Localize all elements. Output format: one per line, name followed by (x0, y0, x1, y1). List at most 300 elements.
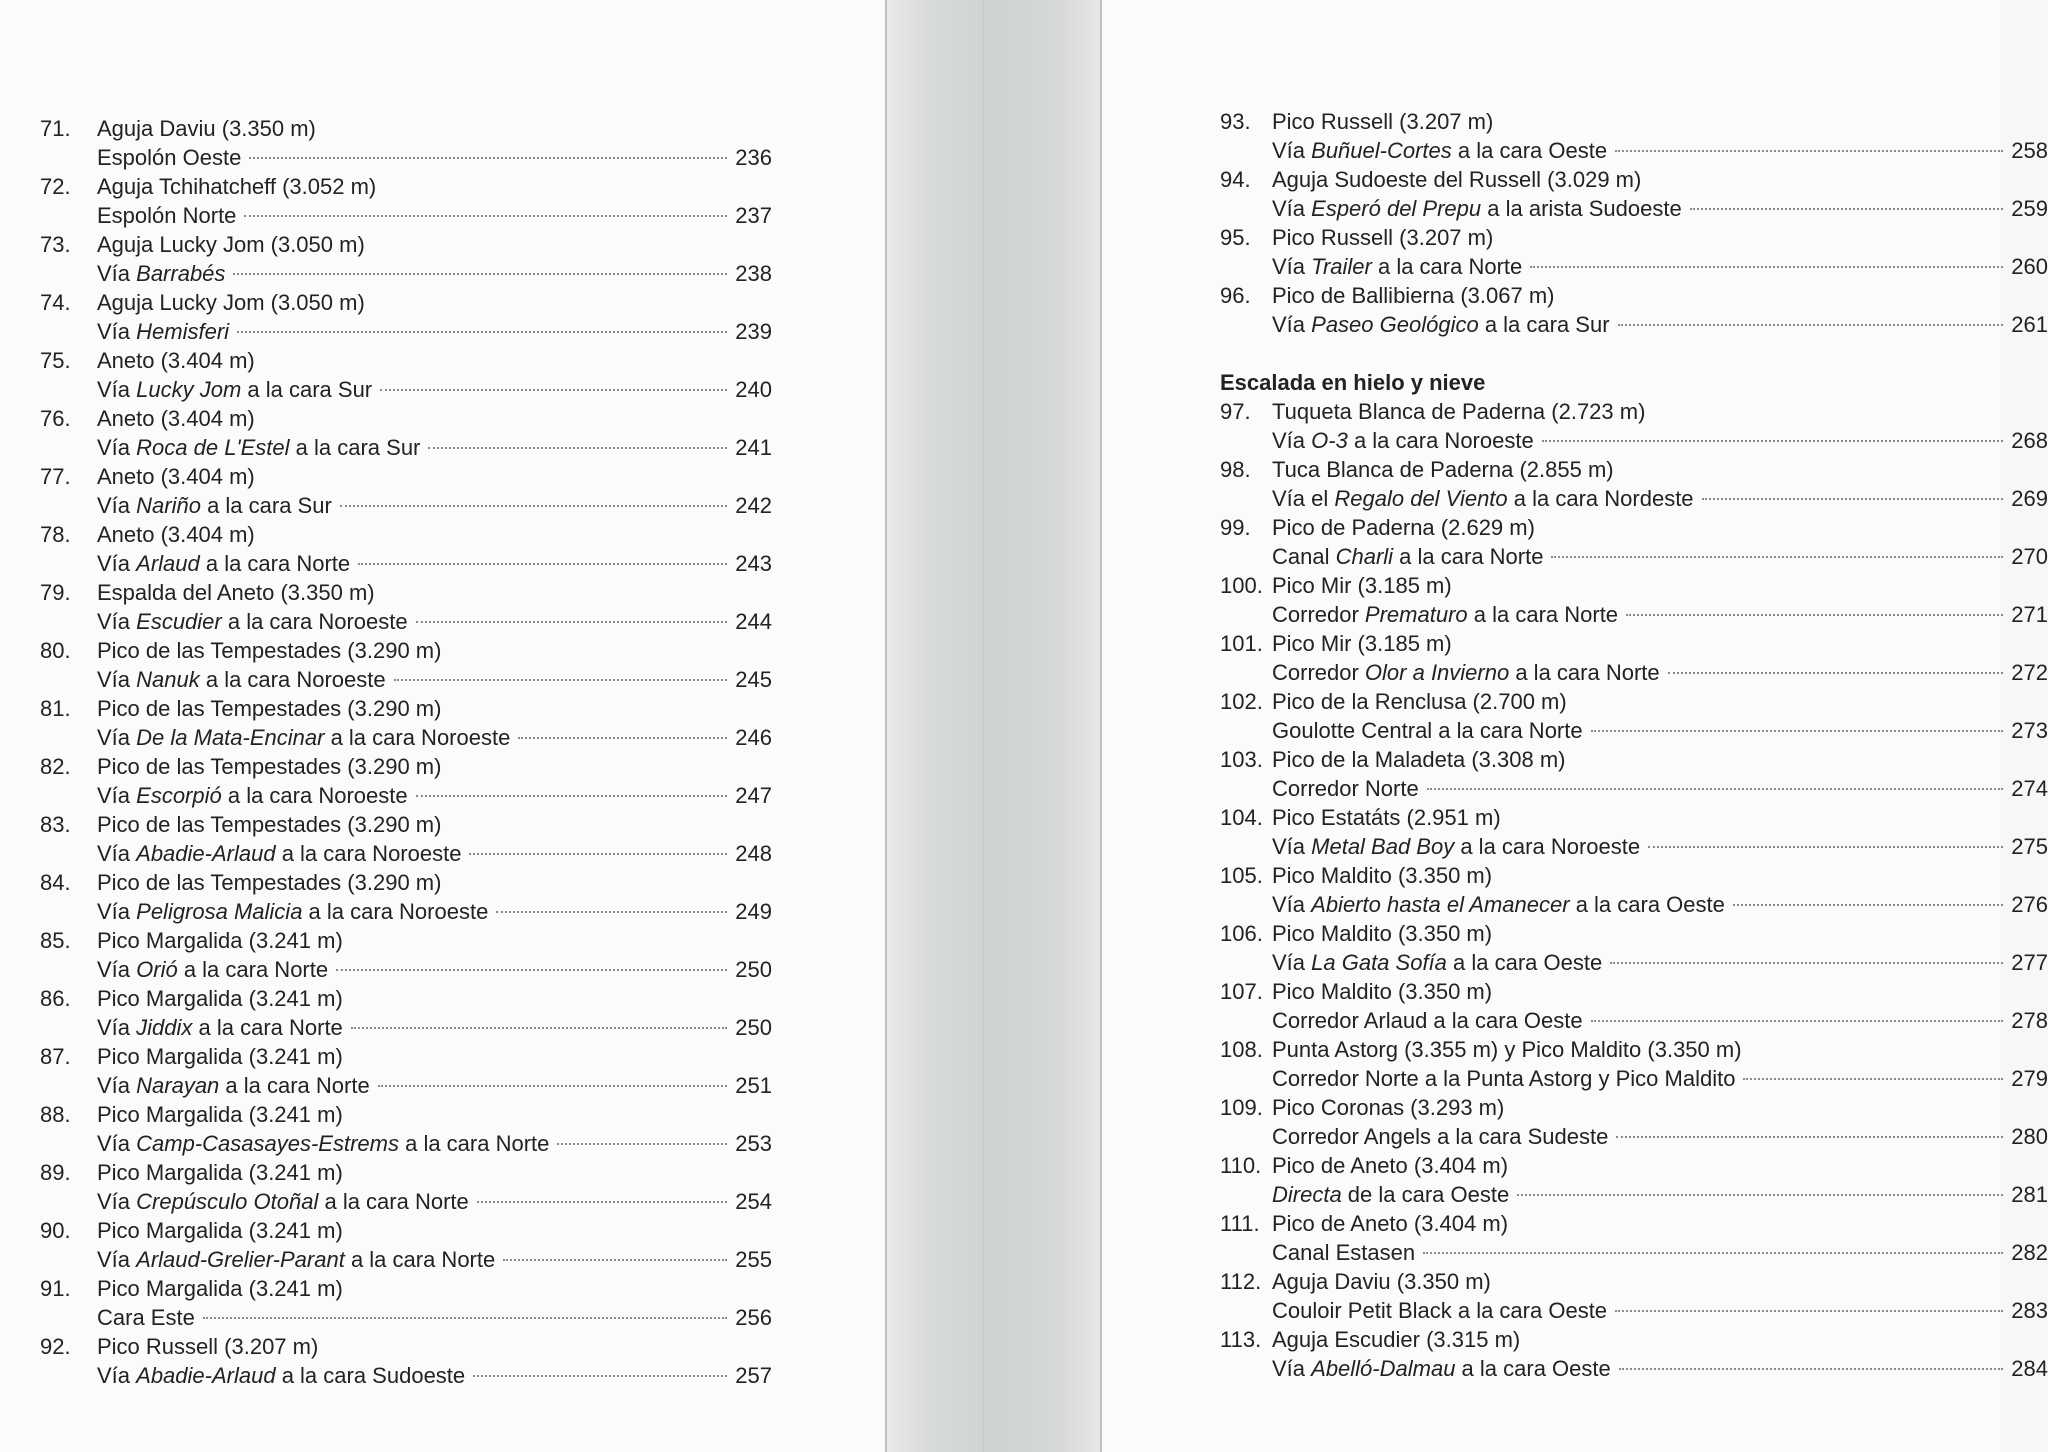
entry-title: Pico de Aneto (3.404 m) (1272, 1153, 1509, 1178)
route-name-italic: Arlaud-Grelier-Parant (136, 1247, 345, 1272)
entry-page-number: 250 (735, 957, 772, 982)
dot-leader (428, 447, 727, 449)
toc-item (40, 288, 772, 346)
entry-route-line (1220, 542, 2048, 571)
entry-route (97, 1187, 469, 1216)
entry-title: Pico Margalida (3.241 m) (97, 1044, 343, 1069)
entry-page-number: 251 (735, 1073, 772, 1098)
entry-number: 79. (40, 580, 71, 605)
toc-entry (1220, 455, 2048, 513)
route-text-segment: a la cara Oeste (1451, 138, 1608, 163)
route-text-segment: Vía (1272, 196, 1312, 221)
toc-entry (40, 752, 772, 810)
entry-title: Pico Estatáts (2.951 m) (1272, 805, 1501, 830)
dot-leader (1619, 1368, 2004, 1370)
entry-title-line (40, 172, 772, 201)
toc-entry (40, 868, 772, 926)
entry-number: 85. (40, 928, 71, 953)
entry-title: Pico de las Tempestades (3.290 m) (97, 638, 442, 663)
entry-title: Aguja Daviu (3.350 m) (97, 116, 316, 141)
entry-title-line (1220, 977, 2048, 1006)
route-name-italic: Abadie-Arlaud (136, 841, 276, 866)
toc-item (40, 868, 772, 926)
entry-route (1272, 832, 1640, 861)
entry-route-line (1220, 890, 2048, 919)
entry-title: Pico Russell (3.207 m) (1272, 109, 1494, 134)
entry-title: Aguja Lucky Jom (3.050 m) (97, 232, 365, 257)
entry-number: 90. (40, 1218, 71, 1243)
route-text-segment: Vía (97, 1363, 137, 1388)
entry-number: 94. (1220, 167, 1251, 192)
route-name-italic: La Gata Sofía (1311, 950, 1447, 975)
toc-entry (40, 984, 772, 1042)
route-text-segment: a la cara Norte (1371, 254, 1523, 279)
entry-title-line (1220, 629, 2048, 658)
entry-page-number: 237 (735, 203, 772, 228)
route-text-segment: Cara Este (97, 1305, 195, 1330)
entry-page-number: 270 (2011, 544, 2048, 569)
toc-entry (1220, 107, 2048, 165)
entry-route-line (40, 781, 772, 810)
entry-title: Pico de Ballibierna (3.067 m) (1272, 283, 1555, 308)
route-name-italic: Lucky Jom (136, 377, 242, 402)
entry-route (1272, 252, 1522, 281)
entry-route-line (40, 433, 772, 462)
route-name-italic: Nariño (136, 493, 201, 518)
route-text-segment: Vía (97, 725, 137, 750)
entry-title-line (40, 578, 772, 607)
toc-entry (1220, 919, 2048, 977)
entry-page-number: 284 (2011, 1356, 2048, 1381)
entry-page-number: 272 (2011, 660, 2048, 685)
route-text-segment: Vía (1272, 834, 1312, 859)
entry-number: 74. (40, 290, 71, 315)
dot-leader (1615, 150, 2003, 152)
toc-item (40, 172, 772, 230)
dot-leader (1668, 672, 2004, 674)
route-text-segment: Espolón Norte (97, 203, 237, 228)
toc-entry (40, 172, 772, 230)
entry-title-line (40, 114, 772, 143)
entry-title: Pico de la Renclusa (2.700 m) (1272, 689, 1567, 714)
entry-route-line (40, 201, 772, 230)
entry-route-line (40, 1071, 772, 1100)
entry-title: Pico de Aneto (3.404 m) (1272, 1211, 1509, 1236)
entry-title-line (1220, 861, 2048, 890)
entry-route (97, 955, 328, 984)
dot-leader (1517, 1194, 2003, 1196)
entry-title-line (40, 636, 772, 665)
entry-route-line (1220, 716, 2048, 745)
entry-route-line (40, 839, 772, 868)
route-text-segment: Vía (97, 841, 137, 866)
toc-entry (1220, 223, 2048, 281)
entry-page-number: 275 (2011, 834, 2048, 859)
entry-route-line (1220, 658, 2048, 687)
route-text-segment: Corredor Norte (1272, 776, 1419, 801)
entry-route-line (40, 491, 772, 520)
entry-page-number: 245 (735, 667, 772, 692)
route-text-segment: a la cara Noroeste (275, 841, 462, 866)
entry-page-number: 246 (735, 725, 772, 750)
entry-title-line (1220, 1267, 2048, 1296)
entry-number: 113. (1220, 1327, 1262, 1352)
toc-item (40, 810, 772, 868)
route-text-segment: Vía (97, 609, 137, 634)
route-text-segment: a la arista Sudoeste (1481, 196, 1682, 221)
entry-number: 110. (1220, 1153, 1262, 1178)
entry-page-number: 253 (735, 1131, 772, 1156)
entry-title-line (40, 230, 772, 259)
toc-entry (1220, 165, 2048, 223)
route-text-segment: a la cara Oeste (1455, 1356, 1611, 1381)
entry-title-line (1220, 107, 2048, 136)
route-text-segment: a la cara Norte (344, 1247, 496, 1272)
entry-number: 86. (40, 986, 71, 1011)
dot-leader (1610, 962, 2003, 964)
route-text-segment: Vía (97, 957, 137, 982)
entry-page-number: 277 (2011, 950, 2048, 975)
dot-leader (1591, 730, 2004, 732)
entry-route (1272, 716, 1583, 745)
entry-route-line (1220, 600, 2048, 629)
dot-leader (1733, 904, 2003, 906)
entry-title-line (1220, 1035, 2048, 1064)
entry-route (97, 201, 236, 230)
route-name-italic: Jiddix (136, 1015, 193, 1040)
entry-page-number: 258 (2011, 138, 2048, 163)
toc-item (40, 462, 772, 520)
entry-page-number: 274 (2011, 776, 2048, 801)
route-text-segment: Vía (97, 261, 137, 286)
toc-entry (40, 810, 772, 868)
gutter-fold (982, 0, 984, 1452)
entry-title-line (40, 1158, 772, 1187)
entry-route (1272, 658, 1660, 687)
entry-route (1272, 1354, 1611, 1383)
toc-entry (1220, 629, 2048, 687)
entry-route (97, 839, 461, 868)
entry-page-number: 269 (2011, 486, 2048, 511)
route-text-segment: de la cara Oeste (1341, 1182, 1510, 1207)
toc-entry (40, 578, 772, 636)
toc-entry (40, 288, 772, 346)
entry-route-line (40, 143, 772, 172)
entry-route (1272, 600, 1618, 629)
entry-number: 73. (40, 232, 71, 257)
toc-entry (40, 636, 772, 694)
toc-entry (40, 462, 772, 520)
entry-route-line (40, 955, 772, 984)
entry-title-line (40, 694, 772, 723)
entry-number: 109. (1220, 1095, 1263, 1120)
route-name-italic: Narayan (136, 1073, 220, 1098)
entry-title: Aguja Daviu (3.350 m) (1272, 1269, 1491, 1294)
route-text-segment: a la cara Norte (1509, 660, 1660, 685)
route-text-segment: Vía (97, 1189, 137, 1214)
left-page (0, 0, 885, 1452)
entry-route (97, 1303, 195, 1332)
entry-page-number: 244 (735, 609, 772, 634)
entry-route-line (40, 317, 772, 346)
route-text-segment: a la cara Norte (318, 1189, 469, 1214)
entry-title-line (40, 1274, 772, 1303)
entry-route-line (1220, 310, 2048, 339)
dot-leader (557, 1143, 727, 1145)
entry-page-number: 248 (735, 841, 772, 866)
entry-number: 96. (1220, 283, 1251, 308)
entry-route-line (1220, 1122, 2048, 1151)
toc-entry (1220, 861, 2048, 919)
route-text-segment: a la cara Oeste (1446, 950, 1603, 975)
entry-number: 100. (1220, 573, 1263, 598)
toc-item (40, 578, 772, 636)
route-name-italic: Nanuk (136, 667, 200, 692)
route-name-italic: De la Mata-Encinar (136, 725, 325, 750)
gutter-edge-left (885, 0, 887, 1452)
entry-title-line (1220, 919, 2048, 948)
route-name-italic: Abadie-Arlaud (136, 1363, 276, 1388)
entry-route-line (1220, 832, 2048, 861)
entry-title-line (40, 868, 772, 897)
entry-route (97, 317, 229, 346)
entry-title: Pico Russell (3.207 m) (97, 1334, 319, 1359)
entry-page-number: 260 (2011, 254, 2048, 279)
route-name-italic: Camp-Casasayes-Estrems (136, 1131, 399, 1156)
route-text-segment: Corredor (1272, 602, 1365, 627)
route-name-italic: Arlaud (136, 551, 200, 576)
entry-number: 81. (40, 696, 71, 721)
toc-entry (1220, 1035, 2048, 1093)
route-text-segment: a la cara Sudoeste (275, 1363, 466, 1388)
route-name-italic: Escudier (136, 609, 222, 634)
entry-route-line (40, 1303, 772, 1332)
entry-title: Pico Margalida (3.241 m) (97, 1218, 343, 1243)
route-text-segment: a la cara Noroeste (199, 667, 386, 692)
route-text-segment: Canal (1272, 544, 1336, 569)
route-text-segment: Couloir Petit Black a la cara Oeste (1272, 1298, 1608, 1323)
dot-leader (1618, 324, 2004, 326)
entry-route (97, 1361, 465, 1390)
entry-page-number: 238 (735, 261, 772, 286)
entry-page-number: 280 (2011, 1124, 2048, 1149)
entry-page-number: 271 (2011, 602, 2048, 627)
entry-title-line (40, 810, 772, 839)
entry-route (97, 143, 241, 172)
entry-route (1272, 1006, 1583, 1035)
entry-title: Pico de Paderna (2.629 m) (1272, 515, 1535, 540)
entry-route (97, 259, 225, 288)
entry-title: Pico Maldito (3.350 m) (1272, 863, 1493, 888)
entry-title: Pico Mir (3.185 m) (1272, 573, 1452, 598)
toc-item (40, 114, 772, 172)
dot-leader (518, 737, 727, 739)
entry-title-line (1220, 1151, 2048, 1180)
dot-leader (1551, 556, 2003, 558)
dot-leader (1690, 208, 2004, 210)
entry-title: Pico de las Tempestades (3.290 m) (97, 812, 442, 837)
entry-title-line (1220, 281, 2048, 310)
entry-title: Pico de la Maladeta (3.308 m) (1272, 747, 1566, 772)
route-name-italic: Peligrosa Malicia (136, 899, 303, 924)
toc-item (40, 230, 772, 288)
entry-number: 111. (1220, 1211, 1260, 1236)
toc-entry (1220, 803, 2048, 861)
toc-entry (40, 520, 772, 578)
entry-route (97, 1129, 549, 1158)
dot-leader (351, 1027, 727, 1029)
entry-number: 92. (40, 1334, 71, 1359)
entry-route-line (40, 1187, 772, 1216)
entry-title-line (1220, 165, 2048, 194)
entry-title-line (40, 926, 772, 955)
toc-item (40, 926, 772, 984)
toc-entry (1220, 745, 2048, 803)
entry-route (97, 375, 372, 404)
entry-title: Pico Mir (3.185 m) (1272, 631, 1452, 656)
entry-title: Tuqueta Blanca de Paderna (2.723 m) (1272, 399, 1646, 424)
entry-page-number: 273 (2011, 718, 2048, 743)
entry-number: 71. (40, 116, 71, 141)
entry-page-number: 243 (735, 551, 772, 576)
toc-item (40, 1042, 772, 1100)
entry-title: Pico de las Tempestades (3.290 m) (97, 754, 442, 779)
entry-title-line (40, 1332, 772, 1361)
entry-route (1272, 1296, 1607, 1325)
route-text-segment: Vía (1272, 1356, 1312, 1381)
toc-entry (1220, 397, 2048, 455)
route-text-segment: a la cara Nordeste (1507, 486, 1694, 511)
toc-entry (40, 1042, 772, 1100)
dot-leader (237, 331, 727, 333)
route-name-italic: Esperó del Prepu (1311, 196, 1482, 221)
entry-title-line (40, 1100, 772, 1129)
route-text-segment: a la cara Norte (199, 551, 351, 576)
route-text-segment: a la cara Noroeste (1347, 428, 1534, 453)
dot-leader (244, 215, 727, 217)
route-text-segment: Corredor Angels a la cara Sudeste (1272, 1124, 1609, 1149)
entry-title-line (1220, 1093, 2048, 1122)
route-text-segment: Vía (97, 493, 137, 518)
entry-route-line (1220, 1064, 2048, 1093)
route-name-italic: Orió (136, 957, 178, 982)
entry-number: 99. (1220, 515, 1251, 540)
dot-leader (496, 911, 727, 913)
toc-item (40, 1158, 772, 1216)
route-text-segment: a la cara Norte (177, 957, 329, 982)
toc-list-right (1220, 107, 2048, 1383)
entry-route (1272, 774, 1419, 803)
dot-leader (336, 969, 727, 971)
entry-route-line (40, 375, 772, 404)
entry-number: 97. (1220, 399, 1251, 424)
entry-title: Pico Margalida (3.241 m) (97, 1276, 343, 1301)
toc-entry (1220, 687, 2048, 745)
dot-leader (1626, 614, 2003, 616)
entry-route (1272, 1180, 1509, 1209)
entry-title-line (40, 346, 772, 375)
route-text-segment: a la cara Noroeste (1454, 834, 1641, 859)
route-name-italic: Charli (1335, 544, 1394, 569)
toc-entry (40, 1158, 772, 1216)
entry-title: Aneto (3.404 m) (97, 406, 255, 431)
entry-page-number: 249 (735, 899, 772, 924)
entry-title-line (1220, 1325, 2048, 1354)
route-text-segment: Vía (97, 377, 137, 402)
entry-route (1272, 484, 1694, 513)
entry-number: 78. (40, 522, 71, 547)
entry-title-line (40, 404, 772, 433)
toc-item (40, 1216, 772, 1274)
dot-leader (378, 1085, 728, 1087)
dot-leader (1648, 846, 2003, 848)
route-text-segment: a la cara Norte (1393, 544, 1544, 569)
route-text-segment: a la cara Sur (1478, 312, 1610, 337)
dot-leader (1423, 1252, 2003, 1254)
entry-route (97, 607, 408, 636)
entry-number: 102. (1220, 689, 1263, 714)
entry-number: 104. (1220, 805, 1263, 830)
route-text-segment: Goulotte Central a la cara Norte (1272, 718, 1583, 743)
route-name-italic: Abierto hasta el Amanecer (1311, 892, 1570, 917)
route-text-segment: Vía (97, 1247, 137, 1272)
entry-number: 83. (40, 812, 71, 837)
entry-title-line (1220, 745, 2048, 774)
toc-entry (1220, 1209, 2048, 1267)
entry-route-line (1220, 1238, 2048, 1267)
entry-route-line (40, 607, 772, 636)
entry-title: Pico de las Tempestades (3.290 m) (97, 696, 442, 721)
entry-page-number: 242 (735, 493, 772, 518)
entry-page-number: 261 (2011, 312, 2048, 337)
entry-title: Aguja Sudoeste del Russell (3.029 m) (1272, 167, 1642, 192)
entry-number: 108. (1220, 1037, 1263, 1062)
route-name-italic: Trailer (1311, 254, 1372, 279)
route-name-italic: Olor a Invierno (1364, 660, 1510, 685)
route-name-italic: Prematuro (1364, 602, 1468, 627)
toc-entry (1220, 1325, 2048, 1383)
entry-number: 80. (40, 638, 71, 663)
route-text-segment: a la cara Sur (289, 435, 421, 460)
entry-title-line (40, 752, 772, 781)
entry-number: 101. (1220, 631, 1263, 656)
route-text-segment: Vía (97, 667, 137, 692)
entry-title-line (40, 288, 772, 317)
toc-entry (40, 114, 772, 172)
toc-entry (40, 694, 772, 752)
entry-route-line (1220, 136, 2048, 165)
book-gutter (885, 0, 1102, 1452)
entry-route-line (1220, 1296, 2048, 1325)
entry-title: Pico de las Tempestades (3.290 m) (97, 870, 442, 895)
entry-route-line (1220, 774, 2048, 803)
entry-number: 89. (40, 1160, 71, 1185)
entry-route (1272, 542, 1543, 571)
toc-entry (40, 404, 772, 462)
route-text-segment: Corredor Arlaud a la cara Oeste (1272, 1008, 1583, 1033)
dot-leader (394, 679, 728, 681)
entry-page-number: 255 (735, 1247, 772, 1272)
entry-number: 105. (1220, 863, 1263, 888)
entry-route-line (1220, 1180, 2048, 1209)
toc-item (40, 520, 772, 578)
dot-leader (1615, 1310, 2003, 1312)
toc-list-left (40, 114, 772, 1390)
entry-title: Pico Russell (3.207 m) (1272, 225, 1494, 250)
entry-title: Aneto (3.404 m) (97, 348, 255, 373)
dot-leader (1591, 1020, 2004, 1022)
toc-item (40, 694, 772, 752)
